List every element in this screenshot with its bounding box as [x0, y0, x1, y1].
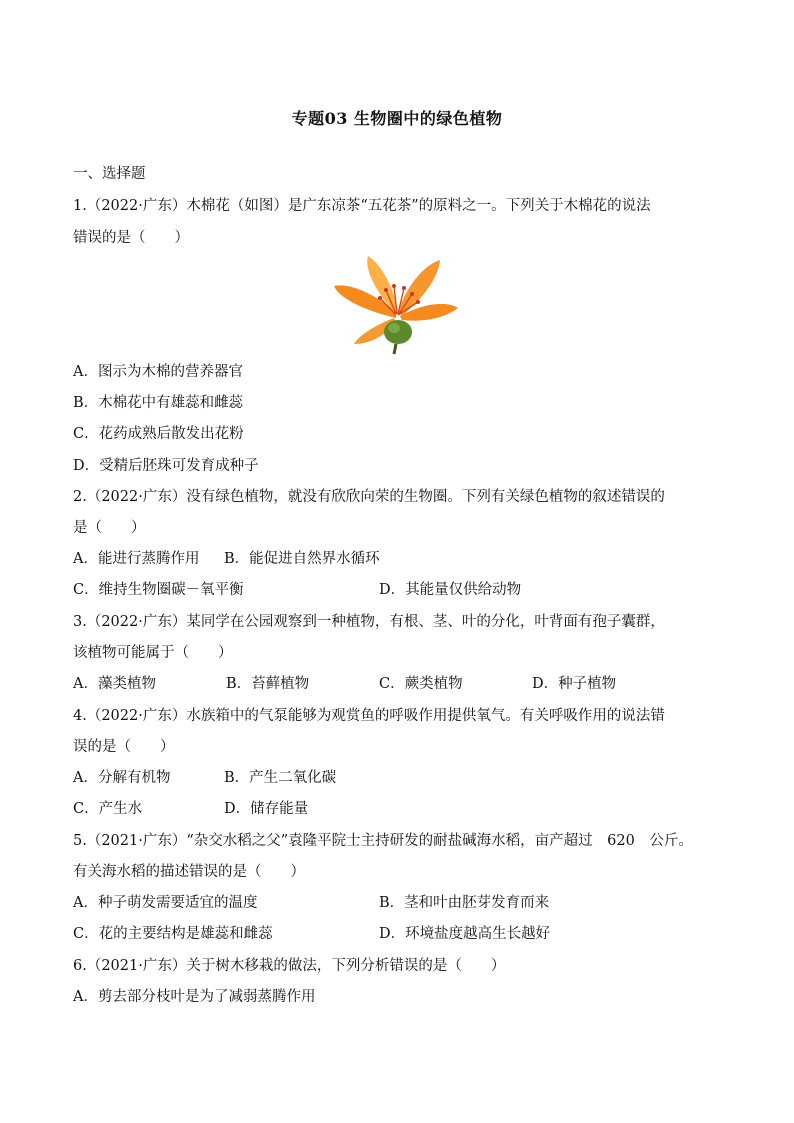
option-c: C．产生水	[73, 801, 143, 817]
option-d: D．种子植物	[532, 676, 617, 692]
option-a: A．图示为木棉的营养器官	[73, 364, 243, 380]
question-stem: 错误的是（ ）	[73, 230, 189, 246]
option-d: D．储存能量	[224, 801, 309, 817]
option-b: B．苔藓植物	[226, 676, 310, 692]
page-title: 专题03 生物圈中的绿色植物	[291, 109, 503, 128]
kapok-flower-image	[330, 252, 462, 356]
option-a: A．剪去部分枝叶是为了减弱蒸腾作用	[73, 989, 316, 1005]
option-a: A．种子萌发需要适宜的温度	[73, 895, 258, 911]
question-stem: 3.（2022·广东）某同学在公园观察到一种植物，有根、茎、叶的分化，叶背面有孢子囊群，	[73, 614, 665, 630]
option-b: B．茎和叶由胚芽发育而来	[379, 895, 550, 911]
option-a: A．能进行蒸腾作用	[73, 551, 200, 567]
option-b: B．产生二氧化碳	[224, 770, 337, 786]
question-stem: 5.（2021·广东）“杂交水稻之父”袁隆平院士主持研发的耐盐碱海水稻，亩产超过 620 公斤。	[73, 833, 693, 849]
question-stem: 有关海水稻的描述错误的是（ ）	[73, 864, 305, 880]
question-stem: 1.（2022·广东）木棉花（如图）是广东凉茶“五花茶”的原料之一。下列关于木棉花的说法	[73, 198, 651, 214]
question-stem: 2.（2022·广东）没有绿色植物，就没有欣欣向荣的生物圈。下列有关绿色植物的叙述错误的	[73, 489, 665, 505]
option-c: C．蕨类植物	[379, 676, 463, 692]
question-stem: 误的是（ ）	[73, 739, 175, 755]
option-c: C．花药成熟后散发出花粉	[73, 426, 244, 442]
option-b: B．能促进自然界水循环	[224, 551, 380, 567]
option-d: D．环境盐度越高生长越好	[379, 926, 551, 942]
section-heading: 一、选择题	[73, 166, 146, 182]
option-c: C．花的主要结构是雄蕊和雌蕊	[73, 926, 273, 942]
question-stem: 6.（2021·广东）关于树木移栽的做法，下列分析错误的是（ ）	[73, 958, 506, 974]
option-d: D．受精后胚珠可发育成种子	[73, 458, 259, 474]
option-a: A．藻类植物	[73, 676, 156, 692]
option-a: A．分解有机物	[73, 770, 171, 786]
question-stem: 是（ ）	[73, 520, 146, 536]
question-stem: 4.（2022·广东）水族箱中的气泵能够为观赏鱼的呼吸作用提供氧气。有关呼吸作用的说法错	[73, 708, 665, 724]
option-d: D．其能量仅供给动物	[379, 582, 522, 598]
option-b: B．木棉花中有雄蕊和雌蕊	[73, 395, 244, 411]
question-stem: 该植物可能属于（ ）	[73, 645, 233, 661]
option-c: C．维持生物圈碳－氧平衡	[73, 582, 244, 598]
